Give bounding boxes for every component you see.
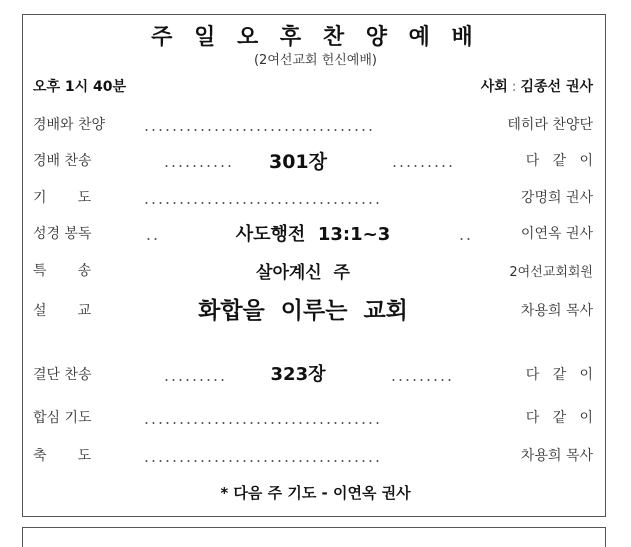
order-row-scripture-reading — [33, 219, 593, 245]
order-leader: 다 같 이 — [525, 367, 593, 383]
order-leader: 이연옥 권사 — [520, 226, 593, 242]
presider — [481, 76, 593, 96]
order-leader: 2여선교회회원 — [509, 265, 593, 280]
order-label: 경배 찬송 — [33, 153, 92, 169]
leader-dots — [391, 156, 453, 168]
order-leader: 다 같 이 — [525, 153, 593, 169]
leader-dots — [163, 370, 225, 382]
service-time: 오후 1시 40분 — [33, 79, 127, 95]
order-label: 축 도 — [33, 448, 92, 464]
service-title: 주 일 오 후 찬 양 예 배 — [151, 25, 480, 50]
next-week-note: * 다음 주 기도 - 이연옥 권사 — [220, 484, 411, 502]
order-leader: 차용희 목사 — [520, 303, 593, 319]
order-leader: 강명희 권사 — [520, 190, 593, 206]
leader-dots — [458, 229, 472, 241]
order-label: 설 교 — [33, 303, 92, 319]
order-row-prayer — [33, 183, 593, 209]
leader-dots — [163, 156, 231, 168]
order-leader: 차용희 목사 — [520, 448, 593, 464]
service-subtitle: (2여선교회 헌신예배) — [253, 53, 377, 68]
order-row-sermon — [33, 292, 593, 324]
presider-name: 김종선 권사 — [520, 79, 593, 95]
order-label: 성경 봉독 — [33, 226, 92, 242]
order-detail: 살아계신 주 — [256, 263, 350, 283]
order-detail: 사도행전 13:1~3 — [235, 224, 391, 245]
leader-dots — [390, 370, 454, 382]
next-section-frame — [22, 527, 606, 547]
order-label: 경배와 찬양 — [33, 117, 106, 133]
order-label: 기 도 — [33, 190, 92, 206]
order-row-praise — [33, 110, 593, 136]
order-leader: 테히라 찬양단 — [507, 117, 593, 133]
order-row-closing-hymn — [33, 360, 593, 386]
order-label: 합심 기도 — [33, 410, 92, 426]
leader-dots — [143, 451, 383, 463]
leader-dots — [143, 193, 381, 205]
order-label: 결단 찬송 — [33, 367, 92, 383]
order-row-opening-hymn — [33, 146, 593, 172]
leader-dots — [143, 413, 383, 425]
leader-dots — [145, 229, 159, 241]
order-label: 특 송 — [33, 263, 92, 279]
presider-separator: : — [511, 79, 517, 95]
order-row-united-prayer — [33, 403, 593, 429]
order-leader: 다 같 이 — [525, 410, 593, 426]
leader-dots — [143, 120, 375, 132]
presider-label: 사회 — [480, 79, 508, 95]
order-detail: 323장 — [270, 364, 326, 385]
order-detail: 301장 — [268, 151, 327, 173]
order-row-special-song — [33, 256, 593, 282]
order-row-benediction — [33, 441, 593, 467]
sermon-title: 화합을 이루는 교회 — [198, 298, 408, 324]
